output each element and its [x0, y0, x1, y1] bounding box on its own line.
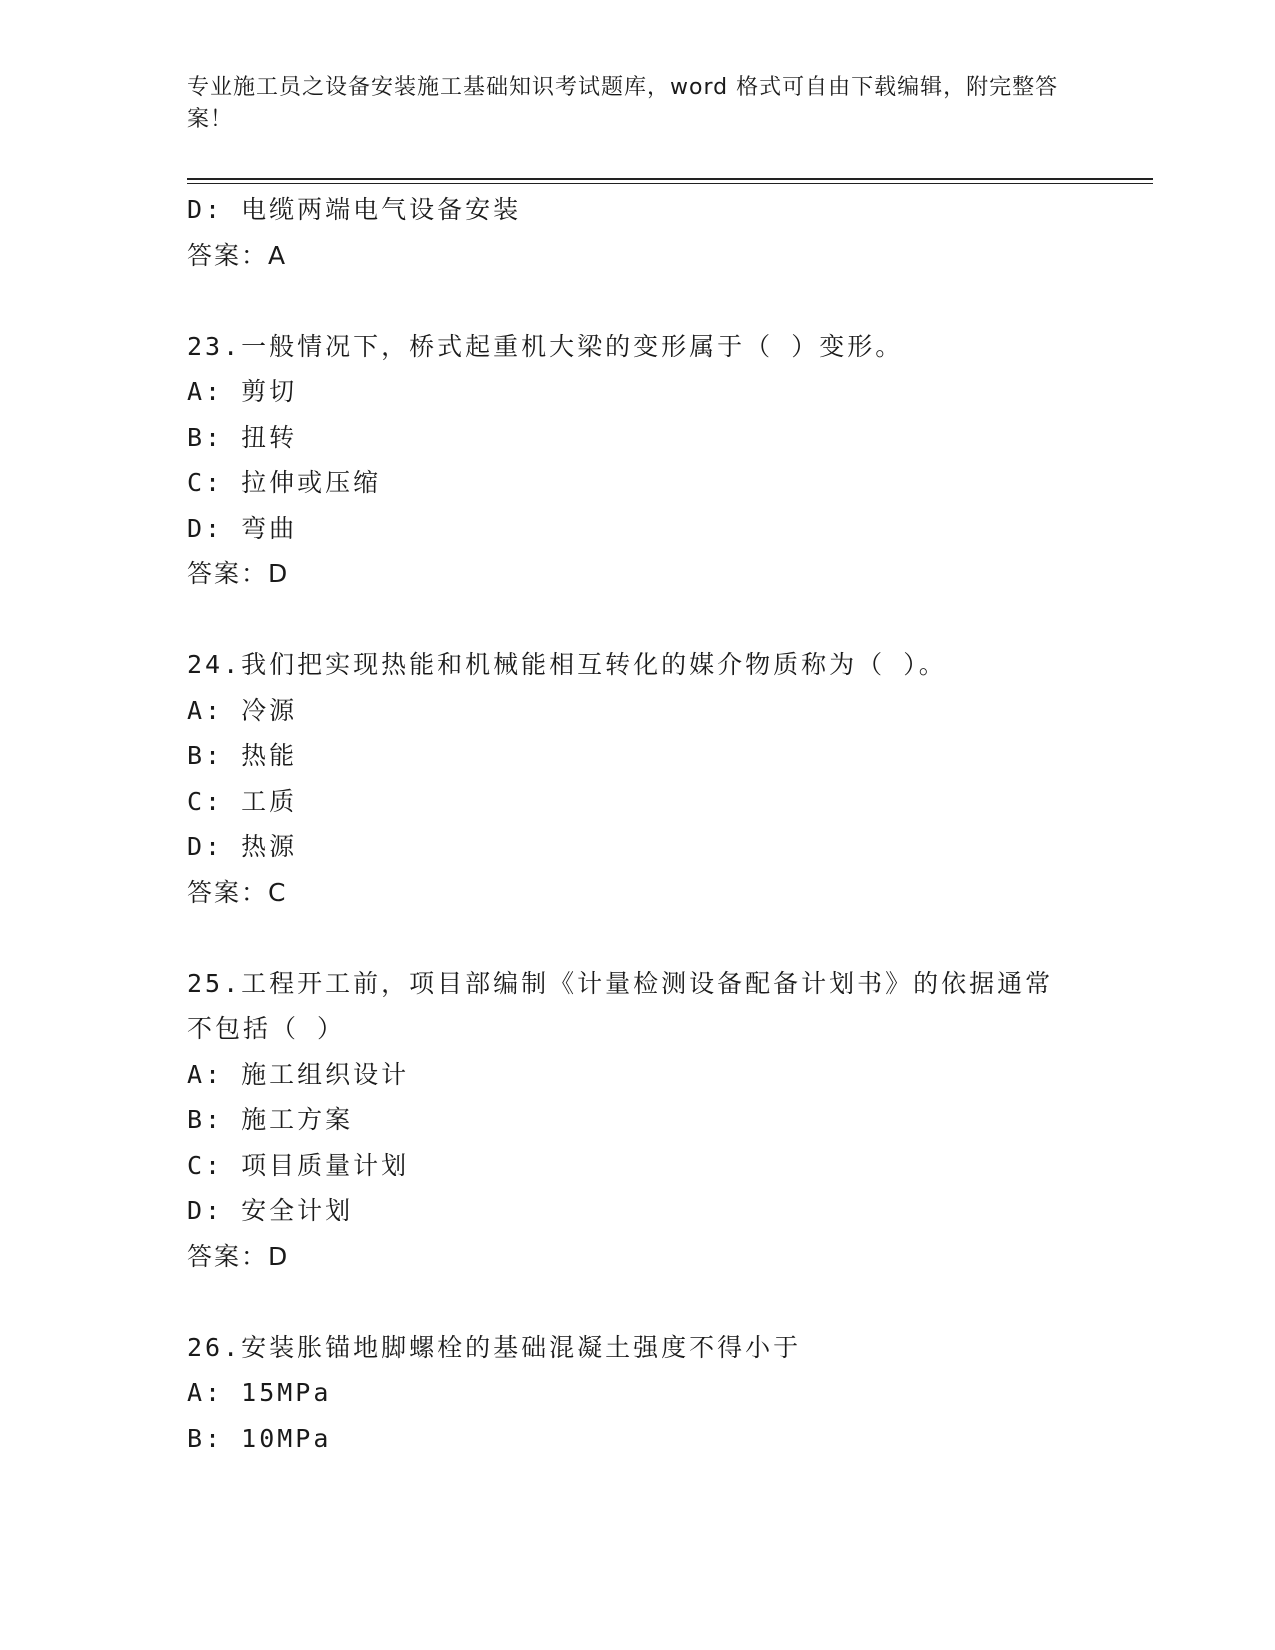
question-stem: 23.一般情况下，桥式起重机大梁的变形属于（ ）变形。	[187, 331, 904, 361]
question-stem: 25.工程开工前，项目部编制《计量检测设备配备计划书》的依据通常	[187, 968, 1054, 998]
option-c: C: 工质	[187, 786, 298, 816]
header-text: 专业施工员之设备安装施工基础知识考试题库，word 格式可自由下载编辑，附完整答案！	[187, 75, 1059, 132]
option-b: B: 扭转	[187, 422, 298, 452]
spacer	[187, 597, 1087, 643]
question-list	[187, 187, 1087, 1461]
option-c: C: 拉伸或压缩	[187, 468, 382, 497]
option-c: C: 项目质量计划	[187, 1150, 410, 1180]
option-a: A: 冷源	[187, 695, 298, 725]
option-d: D: 弯曲	[187, 513, 298, 543]
option-b: B: 10MPa	[187, 1423, 332, 1453]
option-d: D: 安全计划	[187, 1196, 354, 1225]
question-23	[187, 324, 1087, 597]
answer: 答案：A	[187, 240, 288, 270]
document-header	[187, 72, 1067, 136]
option-a: A: 剪切	[187, 377, 298, 406]
option-b: B: 施工方案	[187, 1105, 354, 1134]
answer: 答案：D	[187, 1241, 290, 1271]
spacer	[187, 915, 1087, 961]
question-24	[187, 642, 1087, 915]
header-divider	[187, 178, 1153, 184]
option-a: A: 15MPa	[187, 1378, 332, 1407]
question-25	[187, 961, 1087, 1280]
spacer	[187, 1279, 1087, 1325]
answer: 答案：C	[187, 877, 288, 907]
option-b: B: 热能	[187, 741, 298, 770]
option-d: D: 电缆两端电气设备安装	[187, 195, 522, 224]
question-stem-continued: 不包括（ ）	[187, 1014, 346, 1043]
spacer	[187, 278, 1087, 324]
question-stem: 26.安装胀锚地脚螺栓的基础混凝土强度不得小于	[187, 1332, 802, 1362]
question-stem: 24.我们把实现热能和机械能相互转化的媒介物质称为（ ）。	[187, 650, 947, 679]
option-a: A: 施工组织设计	[187, 1059, 410, 1089]
question-26	[187, 1325, 1087, 1462]
answer: 答案：D	[187, 559, 290, 588]
option-d: D: 热源	[187, 832, 298, 861]
